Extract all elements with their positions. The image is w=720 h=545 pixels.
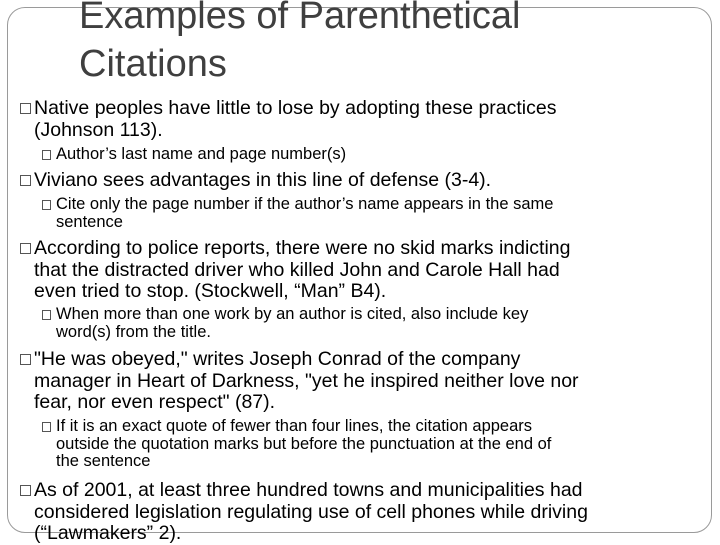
sub-bullet-item bbox=[56, 196, 696, 231]
sub-bullet-box-icon bbox=[42, 422, 51, 432]
title-line: Citations bbox=[79, 43, 227, 85]
bullet-box-icon bbox=[20, 243, 31, 254]
bullet-box-icon bbox=[20, 354, 31, 365]
sub-bullet-text: Author’s last name and page number(s) bbox=[56, 145, 347, 163]
bullet-item bbox=[34, 170, 694, 192]
title-line: Examples of Parenthetical bbox=[79, 0, 521, 37]
bullet-box-icon bbox=[20, 175, 31, 186]
sub-bullet-text: sentence bbox=[56, 212, 123, 231]
sub-bullet-item bbox=[56, 146, 696, 164]
bullet-item bbox=[34, 238, 694, 303]
sub-bullet-box-icon bbox=[42, 310, 51, 320]
bullet-item bbox=[34, 480, 694, 545]
bullet-text: (“Lawmakers” 2). bbox=[34, 522, 182, 544]
sub-bullet-item bbox=[56, 306, 696, 341]
bullet-text: that the distracted driver who killed John and Carole Hall had bbox=[34, 258, 560, 281]
sub-bullet-text: If it is an exact quote of fewer than four lines, the citation appears bbox=[56, 417, 533, 435]
bullet-text: fear, nor even respect" (87). bbox=[34, 391, 276, 413]
sub-bullet-text: word(s) from the title. bbox=[56, 322, 211, 341]
bullet-text: (Johnson 113). bbox=[34, 118, 163, 141]
bullet-text: Viviano sees advantages in this line of defense (3-4). bbox=[34, 169, 492, 191]
sub-bullet-item bbox=[56, 418, 696, 471]
bullet-item bbox=[34, 349, 694, 414]
bullet-text: manager in Heart of Darkness, "yet he inspired neither love nor bbox=[34, 369, 579, 392]
sub-bullet-text: Cite only the page number if the author’s name appears in the same bbox=[56, 195, 554, 213]
bullet-text: As of 2001, at least three hundred towns and municipalities had bbox=[34, 479, 583, 501]
bullet-text: considered legislation regulating use of cell phones while driving bbox=[34, 500, 588, 523]
bullet-box-icon bbox=[20, 485, 31, 496]
sub-bullet-text: When more than one work by an author is cited, also include key bbox=[56, 305, 529, 323]
sub-bullet-text: outside the quotation marks but before the punctuation at the end of bbox=[56, 434, 552, 453]
sub-bullet-box-icon bbox=[42, 200, 51, 210]
sub-bullet-text: the sentence bbox=[56, 452, 151, 470]
bullet-text: "He was obeyed," writes Joseph Conrad of the company bbox=[34, 348, 521, 370]
bullet-item bbox=[34, 98, 694, 141]
bullet-box-icon bbox=[20, 103, 31, 114]
bullet-text: even tried to stop. (Stockwell, “Man” B4). bbox=[34, 280, 387, 302]
bullet-text: Native peoples have little to lose by adopting these practices bbox=[34, 97, 557, 119]
sub-bullet-box-icon bbox=[42, 150, 51, 160]
bullet-text: According to police reports, there were no skid marks indicting bbox=[34, 237, 571, 259]
